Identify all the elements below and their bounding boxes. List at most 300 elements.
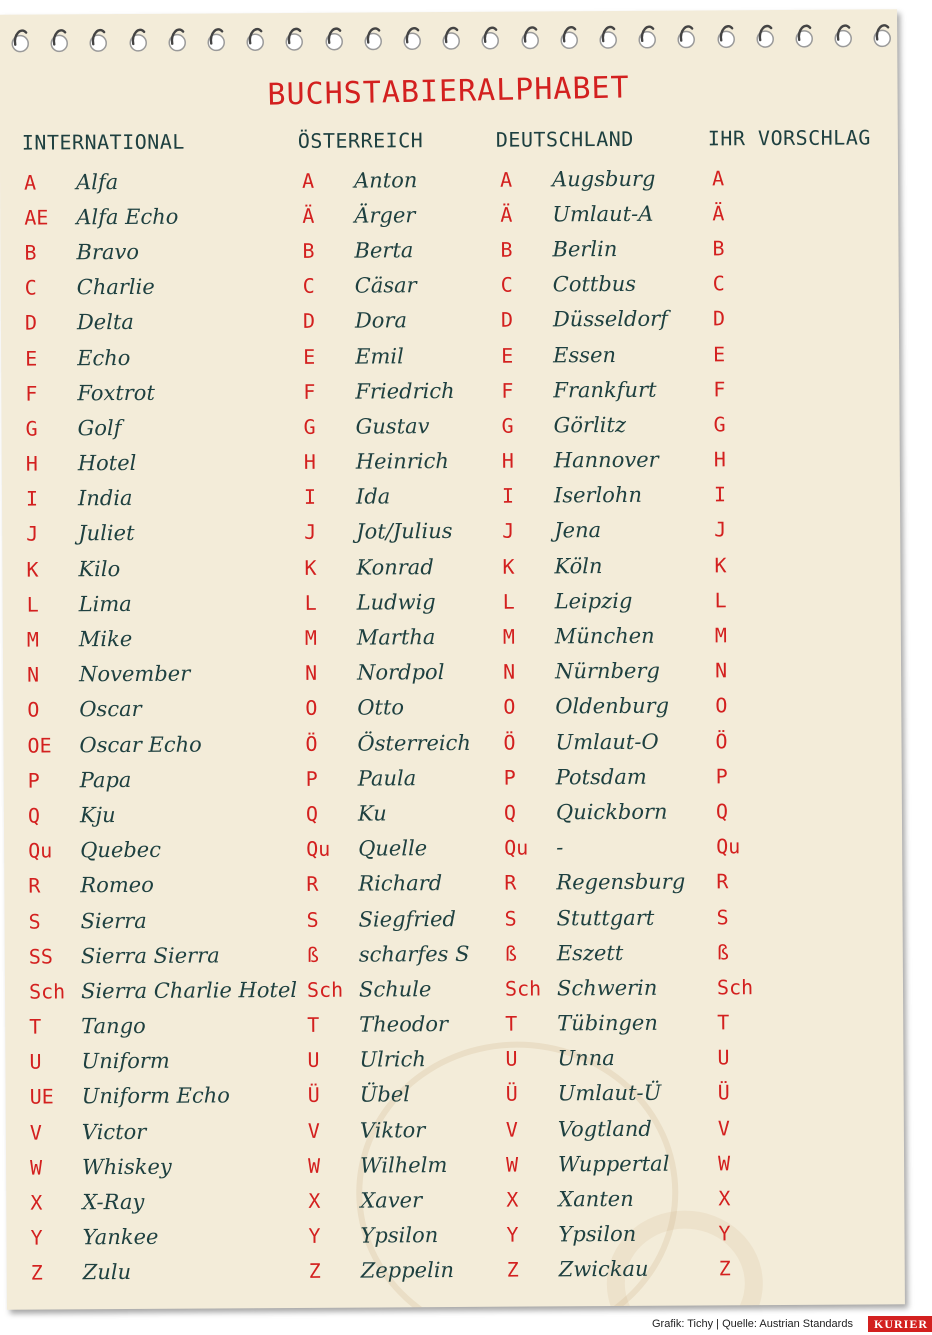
letter-label: G (25, 416, 38, 441)
list-item (28, 902, 300, 939)
spelling-word: Alfa (76, 169, 119, 194)
spelling-word: Schule (358, 977, 432, 1002)
spiral-ring-icon (597, 23, 619, 51)
spelling-word: Österreich (357, 730, 471, 756)
spelling-word: Paula (357, 766, 417, 791)
spelling-word: Romeo (80, 873, 154, 898)
list-item (506, 1075, 718, 1111)
letter-label: Qu (716, 834, 741, 859)
list-item (303, 338, 505, 374)
letter-label: Ü (505, 1082, 518, 1107)
list-item (505, 935, 717, 971)
list-item (308, 1077, 510, 1113)
list-item (305, 654, 507, 690)
spelling-word: Martha (356, 625, 436, 650)
spelling-word: Cäsar (354, 273, 417, 298)
letter-label: R (28, 873, 41, 898)
source-credit: Grafik: Tichy | Quelle: Austrian Standards (652, 1318, 853, 1330)
letter-label: M (502, 624, 515, 649)
list-item (713, 406, 773, 442)
spelling-word: Gustav (355, 414, 430, 439)
list-item (28, 796, 300, 833)
letter-label: E (501, 343, 514, 368)
list-item (718, 1180, 778, 1216)
spiral-ring-icon (362, 24, 384, 52)
list-item (713, 266, 773, 302)
spelling-word: Echo (77, 345, 131, 370)
list-item (504, 899, 716, 935)
spelling-word: Oscar Echo (79, 732, 202, 757)
spelling-word: Golf (77, 415, 122, 441)
letter-label: B (500, 237, 513, 262)
spelling-word: Quebec (80, 837, 162, 863)
spelling-word: Quickborn (555, 799, 668, 825)
letter-label: G (501, 413, 514, 438)
letter-label: Q (305, 801, 319, 826)
letter-label: ß (306, 942, 319, 967)
list-item (506, 1181, 718, 1217)
list-item (713, 371, 773, 407)
letter-label: X (30, 1190, 43, 1215)
spelling-word: Victor (81, 1119, 147, 1144)
spelling-word: Essen (553, 342, 617, 367)
list-item (302, 162, 504, 198)
spiral-ring-icon (636, 23, 658, 51)
list-item (502, 477, 714, 513)
spelling-word: India (77, 486, 133, 511)
spelling-word: Sierra Charlie Hotel (80, 977, 298, 1004)
letter-label: Q (27, 803, 41, 828)
letter-label: T (307, 1012, 320, 1037)
letter-label: F (25, 381, 38, 406)
list-item (718, 1110, 778, 1146)
list-item (719, 1251, 779, 1287)
spelling-word: November (79, 661, 191, 687)
letter-label: Ö (305, 731, 318, 756)
list-item (714, 547, 774, 583)
letter-label: Sch (306, 977, 344, 1002)
letter-label: D (712, 306, 726, 331)
column-heading-oesterreich: ÖSTERREICH (297, 128, 424, 153)
list-item (308, 1217, 510, 1253)
list-item (29, 1043, 301, 1080)
letter-label: L (26, 592, 39, 617)
list-item (27, 585, 299, 622)
list-item (29, 1007, 301, 1044)
letter-label: Z (718, 1256, 731, 1281)
letter-label: I (713, 482, 727, 507)
letter-label: I (25, 486, 39, 511)
list-item (506, 1146, 718, 1182)
list-item (506, 1216, 718, 1252)
spelling-word: Alfa Echo (76, 204, 179, 230)
letter-label: W (308, 1153, 321, 1178)
spelling-word: Ku (357, 801, 387, 826)
letter-label: F (713, 377, 726, 402)
list-item (305, 689, 507, 725)
list-item (717, 1005, 777, 1041)
spelling-word: Anton (353, 167, 418, 193)
letter-label: Ö (503, 730, 516, 755)
list-item (303, 373, 505, 409)
spelling-word: Richard (358, 871, 443, 896)
list-item (30, 1113, 302, 1150)
spelling-word: Wilhelm (360, 1152, 448, 1178)
letter-label: Y (718, 1221, 731, 1246)
letter-label: K (304, 555, 317, 580)
spiral-ring-icon (205, 25, 227, 53)
list-item (713, 336, 773, 372)
letter-label: U (307, 1048, 320, 1073)
list-item (26, 444, 298, 481)
letter-label: N (714, 658, 728, 683)
list-item (504, 864, 716, 900)
letter-label: F (501, 378, 514, 403)
letter-label: F (303, 379, 316, 404)
letter-label: W (506, 1152, 519, 1177)
list-item (305, 619, 507, 655)
letter-label: J (304, 520, 317, 545)
spiral-ring-icon (127, 26, 149, 54)
list-item (306, 865, 508, 901)
letter-label: Ü (307, 1083, 320, 1108)
spelling-word: Umlaut-O (555, 729, 659, 754)
list-item (712, 195, 772, 231)
list-item (505, 970, 717, 1006)
list-item (305, 584, 507, 620)
list-item (304, 514, 506, 550)
spiral-ring-icon (88, 26, 110, 54)
list-item (305, 725, 507, 761)
list-item (506, 1110, 718, 1146)
list-item (302, 232, 504, 268)
letter-label: D (24, 310, 38, 335)
letter-label: A (301, 168, 315, 193)
spelling-word: Cottbus (552, 272, 637, 297)
spiral-ring-icon (676, 22, 698, 50)
spelling-word: Yankee (82, 1225, 159, 1250)
spelling-word: Uniform (81, 1049, 170, 1074)
spelling-word: Foxtrot (77, 380, 155, 406)
letter-label: Sch (28, 979, 66, 1004)
letter-label: W (718, 1151, 731, 1176)
spiral-ring-icon (284, 25, 306, 53)
spelling-word: Hotel (77, 451, 137, 476)
letter-label: UE (29, 1084, 54, 1110)
column-heading-international: INTERNATIONAL (21, 129, 185, 155)
list-item (715, 617, 775, 653)
list-item (304, 443, 506, 479)
list-item (30, 1148, 302, 1185)
letter-label: I (303, 485, 317, 510)
list-item (716, 899, 776, 935)
list-item (501, 266, 713, 302)
list-item (29, 937, 301, 974)
spelling-word: Nürnberg (555, 658, 660, 684)
list-item (503, 723, 715, 759)
letter-label: C (500, 272, 513, 297)
spelling-word: Iserlohn (553, 483, 643, 508)
list-item (504, 794, 716, 830)
list-item (500, 160, 712, 196)
list-item (500, 196, 712, 232)
spelling-word: Otto (357, 695, 405, 720)
spelling-word: Dora (354, 308, 408, 333)
letter-label: M (714, 623, 727, 648)
list-item (713, 301, 773, 337)
column-heading-ihr-vorschlag: IHR VORSCHLAG (707, 125, 871, 151)
list-item (304, 549, 506, 585)
list-item (307, 1006, 509, 1042)
spelling-word: X-Ray (82, 1189, 145, 1215)
spelling-word: Unna (557, 1046, 615, 1071)
spelling-word: Köln (554, 553, 603, 579)
spelling-word: Theodor (359, 1012, 449, 1037)
letter-label: C (302, 273, 315, 299)
list-item (25, 409, 297, 446)
list-item (308, 1112, 510, 1148)
spelling-word: Potsdam (555, 764, 647, 790)
spiral-binding (0, 9, 897, 70)
letter-label: A (24, 170, 37, 195)
letter-label: S (28, 909, 41, 934)
list-item (25, 269, 297, 306)
list-item (501, 336, 713, 372)
letter-label: Ä (712, 201, 725, 226)
column-international (24, 163, 303, 1291)
list-item (717, 1040, 777, 1076)
list-item (501, 407, 713, 443)
list-item (30, 1183, 302, 1220)
letter-label: T (505, 1011, 518, 1036)
column-deutschland (500, 160, 719, 1287)
letter-label: SS (28, 944, 53, 969)
letter-label: AE (24, 205, 49, 230)
spelling-word: Oscar (79, 697, 142, 722)
letter-label: O (715, 693, 728, 718)
letter-label: D (302, 309, 316, 334)
letter-label: B (24, 240, 37, 265)
list-item (507, 1251, 719, 1287)
spelling-word: Viktor (359, 1117, 426, 1143)
spelling-word: Vogtland (557, 1116, 652, 1142)
letter-label: C (712, 271, 725, 296)
list-item (718, 1216, 778, 1252)
list-item (28, 761, 300, 798)
spelling-word: Lima (78, 591, 132, 617)
spiral-ring-icon (166, 26, 188, 54)
letter-label: J (502, 519, 515, 544)
spelling-word: Siegfried (358, 906, 457, 932)
spelling-word: Ärger (354, 202, 416, 228)
spelling-word: Leipzig (554, 588, 633, 614)
list-item (26, 515, 298, 552)
spelling-word: Eszett (556, 940, 624, 966)
list-item (503, 618, 715, 654)
letter-label: E (25, 346, 38, 371)
list-item (715, 723, 775, 759)
letter-label: K (714, 552, 727, 578)
spelling-word: Ludwig (356, 589, 436, 615)
letter-label: U (717, 1045, 730, 1070)
letter-label: O (27, 697, 40, 723)
list-item (505, 1005, 717, 1041)
spelling-word: Ypsilon (558, 1222, 637, 1247)
list-item (31, 1254, 303, 1291)
letter-label: P (715, 764, 728, 789)
list-item (505, 1040, 717, 1076)
list-item (30, 1219, 302, 1256)
letter-label: V (29, 1120, 42, 1145)
spelling-word: Ypsilon (360, 1223, 439, 1248)
list-item (306, 830, 508, 866)
list-item (27, 656, 299, 693)
list-item (715, 582, 775, 618)
list-item (501, 301, 713, 337)
spelling-word: Sierra Sierra (80, 943, 220, 968)
list-item (25, 374, 297, 411)
list-item (306, 760, 508, 796)
letter-label: L (304, 590, 317, 615)
spiral-ring-icon (480, 24, 502, 52)
spelling-word: Schwerin (556, 975, 658, 1001)
letter-label: E (303, 344, 316, 369)
letter-label: J (714, 517, 727, 542)
spiral-ring-icon (793, 22, 815, 50)
letter-label: OE (27, 733, 52, 758)
spelling-word: Bravo (76, 239, 140, 265)
letter-label: N (305, 661, 318, 686)
spelling-word: Frankfurt (553, 377, 657, 403)
letter-label: X (308, 1188, 321, 1213)
letter-label: Ö (715, 728, 728, 753)
list-item (503, 583, 715, 619)
spelling-word: Umlaut-Ü (557, 1081, 662, 1106)
letter-label: D (500, 307, 514, 333)
letter-label: ß (716, 940, 729, 965)
spelling-word: Oldenburg (555, 694, 670, 719)
letter-label: G (713, 412, 726, 437)
spiral-ring-icon (440, 24, 462, 52)
spelling-word: Sierra (80, 908, 147, 933)
spiral-ring-icon (872, 21, 894, 49)
letter-label: T (717, 1010, 730, 1035)
letter-label: N (27, 662, 40, 687)
column-heading-deutschland: DEUTSCHLAND (495, 126, 634, 152)
letter-label: Y (30, 1225, 43, 1250)
spelling-word: Friedrich (355, 378, 455, 404)
letter-label: B (712, 236, 725, 261)
letter-label: H (303, 449, 316, 474)
spelling-word: Delta (76, 310, 134, 335)
list-item (303, 302, 505, 338)
letter-label: P (27, 768, 40, 793)
spelling-word: Görlitz (553, 412, 627, 438)
list-item (504, 759, 716, 795)
spiral-ring-icon (48, 26, 70, 54)
list-item (30, 1078, 302, 1115)
spelling-word: Berlin (552, 236, 618, 262)
list-item (717, 969, 777, 1005)
letter-label: S (716, 904, 729, 929)
list-item (712, 160, 772, 196)
spelling-word: Nordpol (357, 660, 445, 685)
list-item (502, 442, 714, 478)
spelling-word: Quelle (358, 836, 428, 861)
letter-label: R (716, 869, 729, 894)
letter-label: Sch (504, 976, 542, 1001)
list-item (27, 726, 299, 763)
spiral-ring-icon (519, 23, 541, 51)
letter-label: H (713, 447, 726, 472)
list-item (302, 197, 504, 233)
letter-label: C (24, 275, 37, 300)
spelling-word: Regensburg (556, 869, 686, 895)
letter-label: R (504, 870, 517, 896)
letter-label: E (713, 341, 726, 366)
letter-label: Z (30, 1260, 43, 1285)
letter-label: Sch (716, 975, 754, 1000)
letter-label: Y (506, 1222, 519, 1247)
list-item (718, 1075, 778, 1111)
list-item (27, 620, 299, 657)
list-item (308, 1182, 510, 1218)
list-item (718, 1145, 778, 1181)
list-item (306, 901, 508, 937)
list-item (29, 972, 301, 1009)
spelling-word: Kilo (78, 556, 121, 581)
column-oesterreich (302, 162, 511, 1289)
letter-label: I (501, 483, 515, 508)
list-item (714, 512, 774, 548)
list-item (304, 478, 506, 514)
letter-label: H (501, 448, 514, 473)
list-item (500, 231, 712, 267)
letter-label: O (503, 695, 516, 720)
letter-label: Z (506, 1258, 519, 1283)
letter-label: Q (503, 800, 517, 825)
spelling-word: Xaver (360, 1188, 423, 1213)
letter-label: Q (715, 799, 729, 824)
letter-label: P (503, 765, 516, 790)
letter-label: O (305, 696, 318, 721)
list-item (503, 653, 715, 689)
spiral-ring-icon (558, 23, 580, 51)
letter-label: S (504, 906, 517, 931)
spelling-word: Kju (79, 803, 116, 828)
spelling-word: Mike (78, 626, 133, 652)
letter-label: Qu (504, 835, 529, 860)
kurier-logo: KURIER (868, 1316, 932, 1332)
spiral-ring-icon (401, 24, 423, 52)
spiral-ring-icon (832, 22, 854, 50)
list-item (307, 936, 509, 972)
list-item (307, 1041, 509, 1077)
spelling-word: Zulu (82, 1260, 132, 1285)
letter-label: N (503, 659, 516, 684)
list-item (716, 758, 776, 794)
spiral-ring-icon (754, 22, 776, 50)
spelling-word: Papa (79, 767, 132, 793)
spelling-word: Konrad (356, 554, 434, 580)
spelling-word: Ida (355, 484, 391, 509)
spelling-word: Übel (359, 1082, 411, 1108)
spelling-word: Charlie (76, 274, 155, 300)
letter-label: R (306, 872, 319, 897)
letter-label: M (304, 625, 317, 650)
list-item (307, 971, 509, 1007)
list-item (715, 653, 775, 689)
